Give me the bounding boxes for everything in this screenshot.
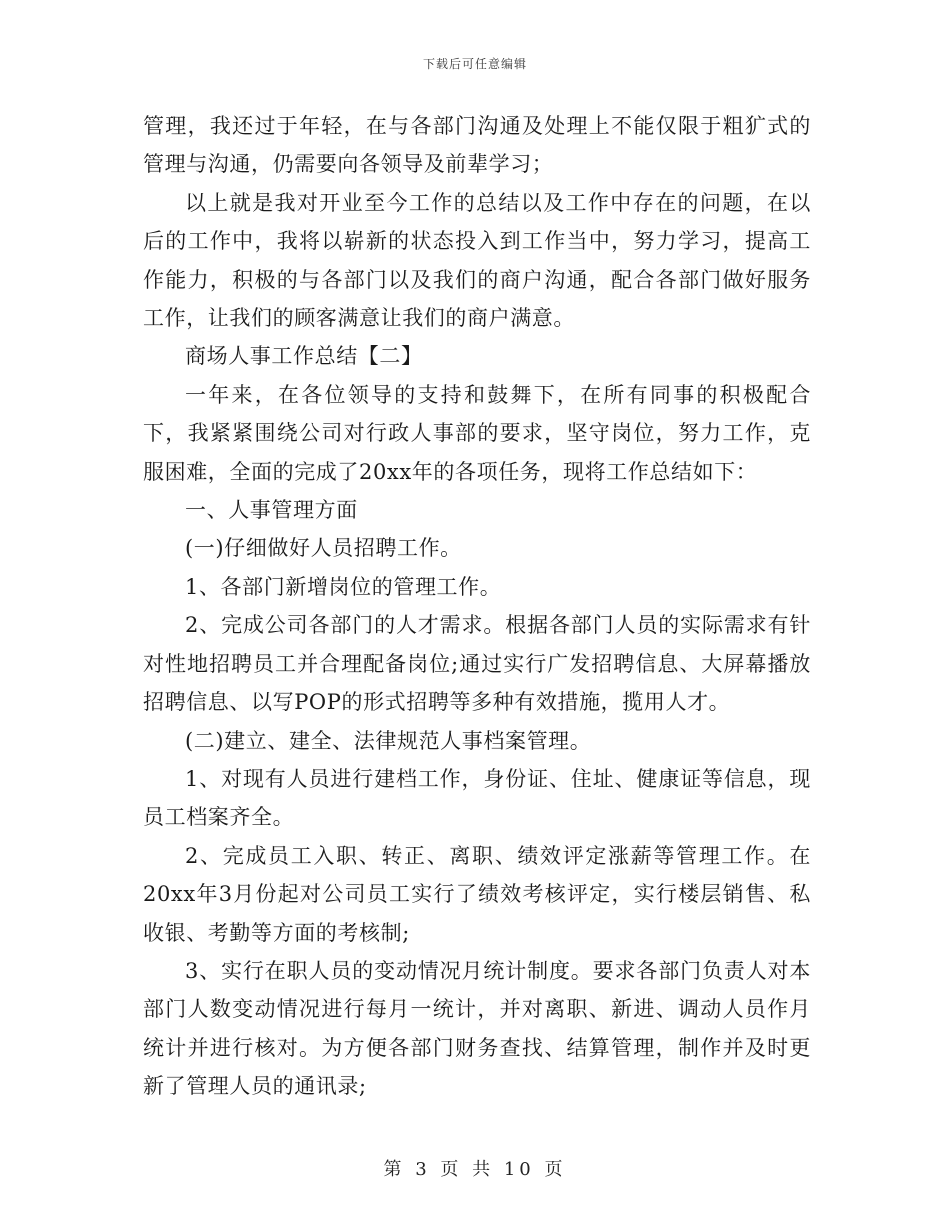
- subsection-heading: (二)建立、建全、法律规范人事档案管理。: [185, 728, 592, 753]
- paragraph: 以上就是我对开业至今工作的总结以及工作中存在的问题，在以后的工作中，我将以崭新的状态投入到工作当中，努力学习，提高工作能力，积极的与各部门以及我们的商户沟通，配合各部门做好服务工作，让我们的顾客满意让我们的商户满意。: [143, 190, 811, 331]
- list-item: 1、对现有人员进行建档工作，身份证、住址、健康证等信息，现员工档案齐全。: [143, 766, 811, 830]
- list-item: 2、完成公司各部门的人才需求。根据各部门人员的实际需求有针对性地招聘员工并合理配备岗位;通过实行广发招聘信息、大屏幕播放招聘信息、以写POP的形式招聘等多种有效措施，揽用人才。: [143, 613, 811, 715]
- paragraph: 一年来，在各位领导的支持和鼓舞下，在所有同事的积极配合下，我紧紧围绕公司对行政人事部的要求，坚守岗位，努力工作，克服困难，全面的完成了20xx年的各项任务，现将工作总结如下：: [143, 382, 811, 484]
- subsection-heading: (一)仔细做好人员招聘工作。: [185, 536, 462, 561]
- subsection-heading: 一、人事管理方面: [185, 498, 358, 523]
- page-header: 下载后可任意编辑: [422, 57, 527, 71]
- list-item: 3、实行在职人员的变动情况月统计制度。要求各部门负责人对本部门人数变动情况进行每月一统计，并对离职、新进、调动人员作月统计并进行核对。为方便各部门财务查找、结算管理，制作并及时更新了管理人员的通讯录;: [143, 958, 811, 1099]
- list-item: 2、完成员工入职、转正、离职、绩效评定涨薪等管理工作。在20xx年3月份起对公司员工实行了绩效考核评定，实行楼层销售、私收银、考勤等方面的考核制;: [143, 843, 811, 945]
- section-heading: 商场人事工作总结【二】: [185, 344, 423, 369]
- paragraph: 管理，我还过于年轻，在与各部门沟通及处理上不能仅限于粗犷式的管理与沟通，仍需要向各领导及前辈学习；: [143, 114, 811, 177]
- document-body: [143, 107, 811, 1106]
- page-footer: 第 3 页 共 10 页: [383, 1159, 567, 1180]
- list-item: 1、各部门新增岗位的管理工作。: [185, 574, 502, 599]
